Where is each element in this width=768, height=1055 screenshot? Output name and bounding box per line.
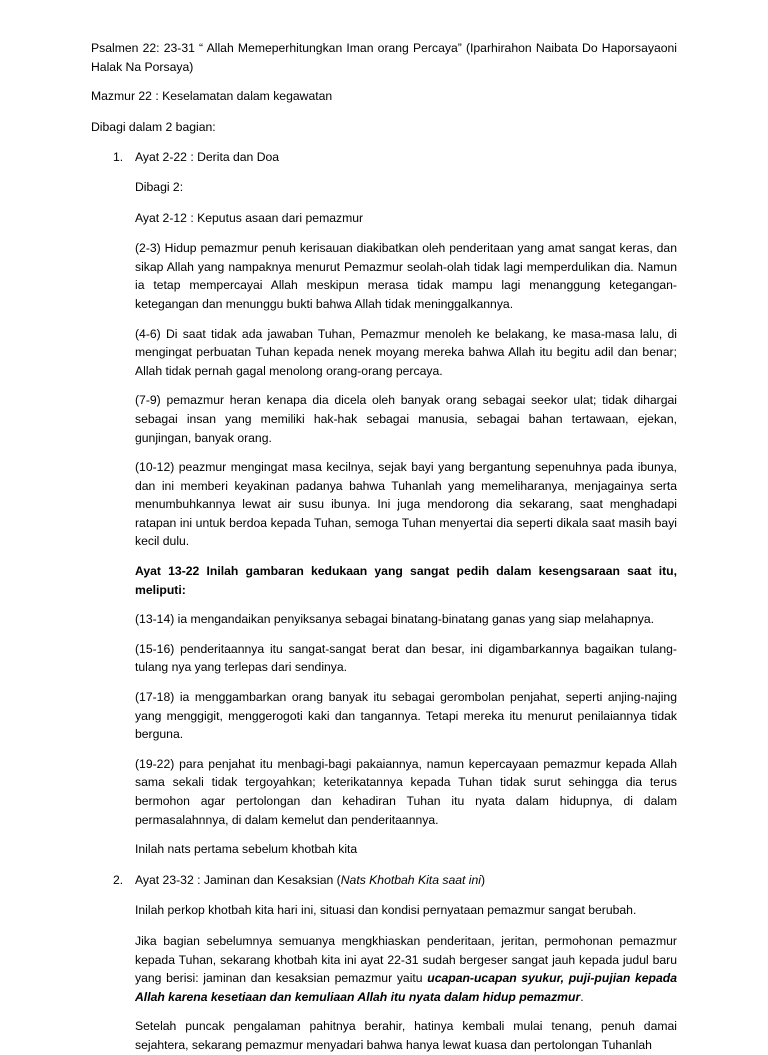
paragraph-10-12: (10-12) peazmur mengingat masa kecilnya, sejak bayi yang bergantung sepenuhnya pada ibunya, dan ini memberi keyakinan padanya bahwa Tuhanlah yang memeliharanya, menjagainya serta menumbuhkannya lewat air susu ibunya. Ini juga mendorong dia sekarang, saat menghadapi ratapan ini untuk berdoa kepada Tuhan, semoga Tuhan menyertai dia seperti dikala saat masih bayi kecil dulu. bbox=[135, 460, 677, 549]
section-2-heading bbox=[91, 871, 677, 890]
dibagi-label: Dibagi dalam 2 bagian: bbox=[91, 119, 216, 134]
paragraph-7-9: (7-9) pemazmur heran kenapa dia dicela oleh banyak orang sebagai seekor ulat; tidak dihargai sebagai insan yang memiliki hak-hak sebagai manusia, sebagai bahan tertawaan, ejekan, gunjingan, banyak orang. bbox=[135, 393, 677, 445]
paragraph-intro: Inilah perkop khotbah kita hari ini, situasi dan kondisi pernyataan pemazmur sangat berubah. bbox=[135, 903, 637, 918]
paragraph-17-18: (17-18) ia menggambarkan orang banyak itu sebagai gerombolan penjahat, seperti anjing-najing yang menggigit, menggerogoti kaki dan tangannya. Tetapi mereka itu menurut penilaiannya tidak berguna. bbox=[135, 690, 677, 742]
section-2-title: Ayat 23-32 : Jaminan dan Kesaksian ( bbox=[135, 872, 341, 887]
paragraph-setelah: Setelah puncak pengalaman pahitnya berahir, hatinya kembali mulai tenang, penuh damai sejahtera, sekarang pemazmur menyadari bahwa hanya lewat kuasa dan pertolongan Tuhanlah bbox=[135, 1019, 677, 1052]
section-1-number: 1. bbox=[113, 150, 124, 165]
paragraph-jika-end: . bbox=[580, 989, 584, 1004]
paragraph-19-22: (19-22) para penjahat itu menbagi-bagi pakaiannya, namun kepercayaan pemazmur kepada Allah sama sekali tidak tergoyahkan; keterikatannya kepada Tuhan tidak surut sehingga dia terus bermohon agar pertolongan dan kehadiran Tuhan itu nyata dalam hidupnya, di dalam permasalahnnya, di dalam kemelut dan penderitaannya. bbox=[135, 756, 677, 827]
section-2-body bbox=[91, 901, 677, 1054]
paragraph-jika bbox=[135, 932, 677, 1006]
paragraph-2-3: (2-3) Hidup pemazmur penuh kerisauan diakibatkan oleh penderitaan yang amat sangat keras, dan sikap Allah yang nampaknya menurut Pemazmur seolah-olah tidak lagi memperdulikan dia. Namun ia tetap mempercayai Allah meskipun merasa tidak mampu lagi menanggung ketegangan-ketegangan dan menunggu bukti bahwa Allah tidak meninggalkannya. bbox=[135, 241, 677, 311]
paragraph-15-16: (15-16) penderitaannya itu sangat-sangat berat dan besar, ini digambarkannya bagaikan tulang-tulang nya yang terlepas dari sendinya. bbox=[135, 641, 677, 675]
dibagi-2-label: Dibagi 2: bbox=[135, 179, 184, 194]
section-2-title-italic: Nats Khotbah Kita saat ini bbox=[340, 872, 481, 887]
ayat-2-12-heading: Ayat 2-12 : Keputus asaan dari pemazmur bbox=[135, 210, 364, 225]
section-1-heading bbox=[91, 148, 677, 167]
paragraph-jika-text: Jika bagian sebelumnya semuanya mengkhiaskan penderitaan, jeritan, permohonan pemazmur kepada Tuhan, sekarang khotbah kita ini ayat 22-31 sudah bergeser sangat jauh kepada judul baru yang berisi: jaminan dan kesaksian pemazmur yaitu bbox=[135, 933, 677, 986]
ayat-13-22-heading: Ayat 13-22 Inilah gambaran kedukaan yang sangat pedih dalam kesengsaraan saat itu, meliputi: bbox=[135, 564, 677, 597]
section-1-body bbox=[91, 178, 677, 859]
paragraph-jika-emphasis: ucapan-ucapan syukur, puji-pujian kepada Allah karena kesetiaan dan kemuliaan Allah itu nyata dalam hidup pemazmur bbox=[135, 971, 677, 1004]
paragraph-4-6: (4-6) Di saat tidak ada jawaban Tuhan, Pemazmur menoleh ke belakang, ke masa-masa lalu, di mengingat perbuatan Tuhan kepada nenek moyang mereka bahwa Allah itu begitu adil dan benar; Allah tidak pernah gagal menolong orang-orang percaya. bbox=[135, 326, 677, 378]
section-1-title: Ayat 2-22 : Derita dan Doa bbox=[135, 150, 280, 165]
paragraph-13-14: (13-14) ia mengandaikan penyiksanya sebagai binatang-binatang ganas yang siap melahapnya. bbox=[135, 612, 655, 627]
inilah-nats: Inilah nats pertama sebelum khotbah kita bbox=[135, 842, 358, 857]
mazmur-heading: Mazmur 22 : Keselamatan dalam kegawatan bbox=[91, 89, 333, 104]
section-2-number: 2. bbox=[113, 872, 124, 887]
document-title: Psalmen 22: 23-31 “ Allah Memeperhitungkan Iman orang Percaya” (Iparhirahon Naibata Do Haporsayaoni Halak Na Porsaya) bbox=[91, 41, 677, 74]
section-2-title-close: ) bbox=[480, 872, 486, 887]
